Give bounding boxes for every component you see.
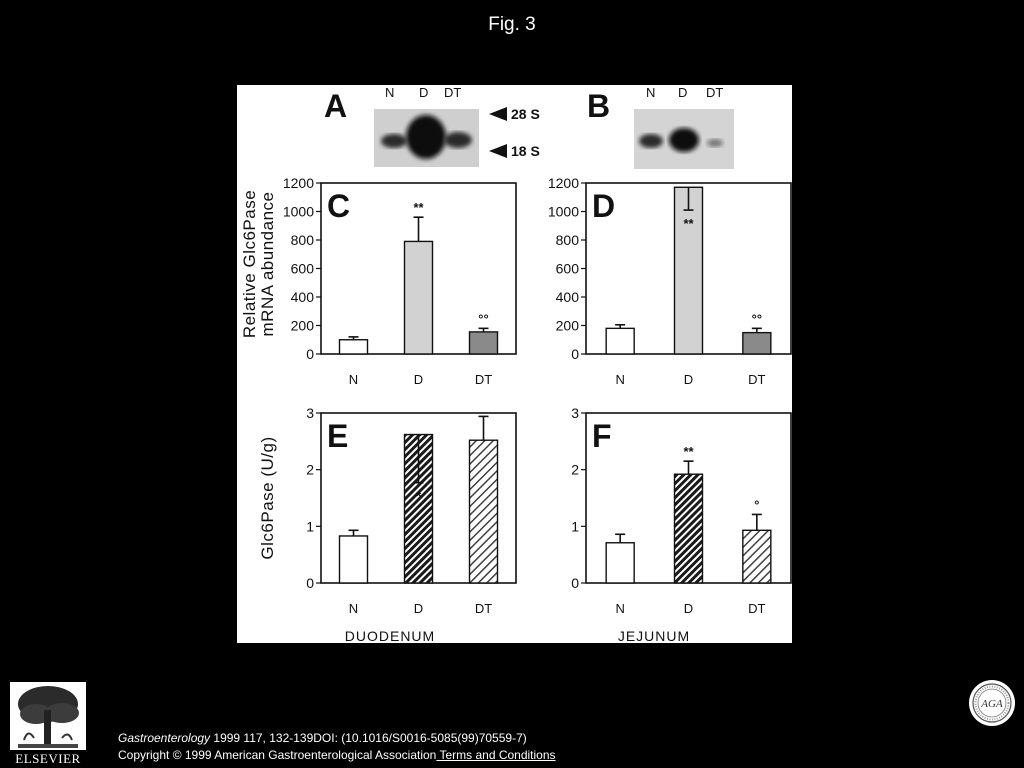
chart-c — [283, 175, 516, 387]
aga-seal — [968, 679, 1016, 727]
chart-c-ytick-label: 1000 — [282, 203, 314, 220]
blot-b-band-n — [639, 134, 663, 148]
chart-d-ytick-label: 600 — [555, 260, 579, 277]
elsevier-wordmark: ELSEVIER — [15, 751, 81, 766]
chart-f — [571, 405, 791, 616]
blot-a-lane-n: N — [385, 85, 395, 100]
chart-d-ytick-label: 800 — [555, 232, 579, 248]
blot-a-band-dt — [444, 132, 472, 148]
blot-b-band-d — [669, 128, 699, 152]
terms-link[interactable]: Terms and Conditions — [436, 748, 556, 762]
chart-d-ytick-label: 1200 — [547, 175, 579, 191]
blot-b-lane-d: D — [678, 85, 688, 100]
svg-text:AGA: AGA — [981, 698, 1003, 710]
chart-f-xtick-n: N — [615, 601, 625, 616]
chart-d-xtick-dt: DT — [748, 372, 766, 387]
blot-a-lane-dt: DT — [444, 85, 462, 100]
chart-d-ytick-label: 400 — [555, 289, 579, 305]
chart-f-bar-n — [606, 543, 634, 583]
chart-f-significance-dt: ° — [754, 497, 760, 513]
chart-c-xtick-d: D — [413, 372, 424, 387]
chart-d-xtick-n: N — [615, 372, 625, 387]
chart-f-xtick-dt: DT — [748, 601, 766, 616]
chart-d-ytick-label: 200 — [555, 317, 579, 334]
chart-e — [306, 405, 516, 616]
chart-e-xtick-dt: DT — [474, 601, 493, 616]
journal-name: Gastroenterology — [118, 731, 211, 745]
chart-c-significance-dt: °° — [478, 311, 489, 327]
blot-b-band-dt — [707, 139, 723, 147]
chart-c-xtick-n: N — [348, 372, 359, 387]
chart-e-ytick-label: 2 — [306, 461, 314, 478]
figure-svg — [237, 85, 792, 643]
chart-e-xtick-n: N — [348, 601, 359, 616]
blot-a-band-n — [381, 134, 407, 148]
chart-f-bar-d — [675, 474, 703, 583]
copyright-text: Copyright © 1999 American Gastroenterological Association — [118, 748, 437, 762]
mrna-ylabel-line1: Relative Glc6Pase — [240, 189, 259, 339]
citation-details: 1999 117, 132-139DOI: (10.1016/S0016-5085(99)70559-7) — [210, 731, 527, 745]
chart-f-bar-dt — [743, 530, 771, 583]
elsevier-logo — [8, 680, 88, 766]
panel-label-e: E — [327, 418, 349, 454]
chart-c-bar-dt — [470, 332, 498, 354]
marker-28s-label: 28 S — [511, 106, 540, 122]
chart-d-bar-n — [606, 328, 634, 354]
panel-label-b: B — [587, 88, 611, 124]
chart-e-ytick-label: 0 — [306, 575, 314, 591]
chart-d-ytick-label: 0 — [571, 346, 579, 362]
chart-f-ytick-label: 0 — [571, 575, 579, 591]
chart-e-bar-n — [340, 536, 368, 583]
chart-f-ytick-label: 2 — [571, 461, 579, 478]
activity-ylabel: Glc6Pase (U/g) — [258, 436, 277, 560]
chart-f-ytick-label: 3 — [571, 405, 579, 421]
chart-c-ytick-label: 200 — [290, 317, 314, 334]
panel-label-c: C — [327, 188, 351, 224]
chart-c-ytick-label: 400 — [290, 289, 314, 305]
slide-title: Fig. 3 — [488, 14, 536, 35]
chart-d-significance-dt: °° — [751, 311, 763, 327]
chart-c-ytick-label: 0 — [306, 346, 314, 362]
blot-a-lane-d: D — [419, 85, 429, 100]
panel-label-a: A — [324, 88, 348, 124]
blot-b — [587, 85, 734, 169]
chart-c-ytick-label: 1200 — [282, 175, 314, 191]
blot-a — [324, 85, 540, 167]
chart-e-significance-d: * — [415, 488, 422, 504]
charts-layer — [283, 175, 791, 616]
chart-d-significance-d: ** — [683, 216, 694, 232]
chart-d-bar-dt — [743, 333, 771, 354]
blot-b-lane-n: N — [646, 85, 656, 100]
marker-18s-arrow-icon — [489, 144, 507, 158]
group-label-jejunum: JEJUNUM — [617, 628, 691, 643]
chart-e-ytick-label: 1 — [306, 518, 314, 535]
chart-e-bar-dt — [470, 440, 498, 583]
copyright-line — [118, 748, 556, 762]
marker-28s-arrow-icon — [489, 107, 507, 121]
chart-f-ytick-label: 1 — [571, 518, 579, 535]
group-label-duodenum: DUODENUM — [344, 628, 436, 643]
chart-d-xtick-d: D — [683, 372, 694, 387]
chart-c-ytick-label: 600 — [290, 260, 314, 277]
chart-f-xtick-d: D — [683, 601, 694, 616]
figure-panel — [237, 85, 792, 643]
chart-e-xtick-d: D — [413, 601, 424, 616]
blot-a-band-d — [406, 115, 446, 159]
citation — [118, 731, 527, 745]
chart-d — [548, 175, 791, 387]
chart-d-bar-d — [675, 187, 703, 354]
chart-c-ytick-label: 800 — [290, 232, 314, 248]
chart-c-bar-n — [340, 340, 368, 354]
chart-c-xtick-dt: DT — [474, 372, 493, 387]
chart-d-ytick-label: 1000 — [547, 203, 579, 220]
chart-e-ytick-label: 3 — [306, 405, 314, 421]
panel-label-f: F — [592, 418, 612, 454]
chart-f-significance-d: ** — [683, 444, 694, 460]
chart-c-bar-d — [405, 241, 433, 354]
panel-label-d: D — [592, 188, 616, 224]
blot-b-lane-dt: DT — [706, 85, 724, 100]
mrna-ylabel-line2: mRNA abundance — [258, 191, 277, 337]
chart-c-significance-d: ** — [413, 200, 424, 216]
marker-18s-label: 18 S — [511, 143, 540, 159]
